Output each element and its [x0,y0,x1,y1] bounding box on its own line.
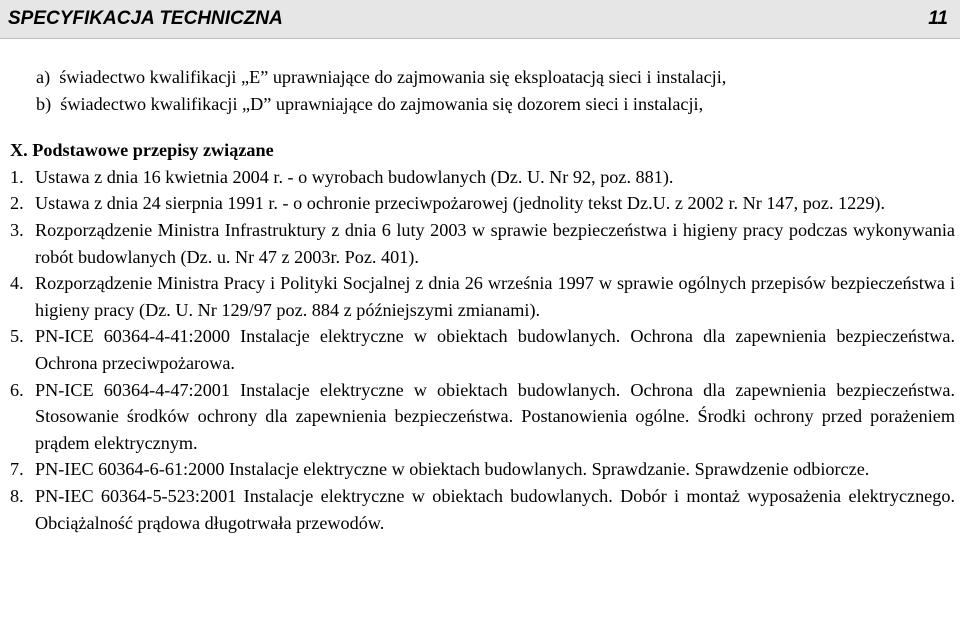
item-number: 7. [10,459,24,480]
regulations-list [10,164,955,536]
list-item [10,164,955,191]
document-title: SPECYFIKACJA TECHNICZNA [8,8,283,29]
list-item: a) świadectwo kwalifikacji „E” uprawniające do zajmowania się eksploatacją sieci i instalacji, [36,67,727,87]
list-item [10,323,955,376]
list-item [10,217,955,270]
item-number: 5. [10,326,24,347]
list-item [10,377,955,457]
item-number: 4. [10,273,24,294]
list-item [10,456,955,483]
qualification-list [10,64,955,117]
list-item [10,483,955,536]
list-item [10,270,955,323]
item-number: 2. [10,193,24,214]
list-item: b) świadectwo kwalifikacji „D” uprawniające do zajmowania się dozorem sieci i instalacji, [36,93,704,114]
item-text: PN-IEC 60364-6-61:2000 Instalacje elektryczne w obiektach budowlanych. Sprawdzanie. Sprawdzenie odbiorcze. [35,459,870,480]
page-header [0,0,960,39]
section-heading: X. Podstawowe przepisy związane [10,140,274,161]
item-text: Ustawa z dnia 16 kwietnia 2004 r. - o wyrobach budowlanych (Dz. U. Nr 92, poz. 881). [35,166,674,187]
item-text: PN-ICE 60364-4-41:2000 Instalacje elektryczne w obiektach budowlanych. Ochrona dla zapewnienia bezpieczeństwa. Ochrona przeciwpożarowa. [35,326,955,373]
item-text: Rozporządzenie Ministra Infrastruktury z dnia 6 luty 2003 w sprawie bezpieczeństwa i higieny pracy podczas wykonywania robót budowlanych (Dz. u. Nr 47 z 2003r. Poz. 401). [35,219,955,267]
document-body [10,64,955,536]
item-number: 3. [10,219,24,240]
list-item [10,190,955,217]
item-number: 6. [10,379,24,400]
item-text: PN-IEC 60364-5-523:2001 Instalacje elektryczne w obiektach budowlanych. Dobór i montaż wyposażenia elektrycznego. Obciążalność prądowa długotrwała przewodów. [35,485,955,533]
item-text: Rozporządzenie Ministra Pracy i Polityki Socjalnej z dnia 26 września 1997 w sprawie ogólnych przepisów bezpieczeństwa i higieny pracy (Dz. U. Nr 129/97 poz. 884 z późniejszymi zmianami). [35,273,955,320]
item-text: Ustawa z dnia 24 sierpnia 1991 r. - o ochronie przeciwpożarowej (jednolity tekst Dz.U. z 2002 r. Nr 147, poz. 1229). [35,193,886,214]
page-number: 11 [928,8,948,29]
item-number: 1. [10,166,24,187]
item-number: 8. [10,485,24,506]
item-text: PN-ICE 60364-4-47:2001 Instalacje elektryczne w obiektach budowlanych. Ochrona dla zapewnienia bezpieczeństwa. Stosowanie środków ochrony dla zapewnienia bezpieczeństwa. Postanowienia ogólne. Środki ochrony przed porażeniem prądem elektrycznym. [35,379,955,453]
